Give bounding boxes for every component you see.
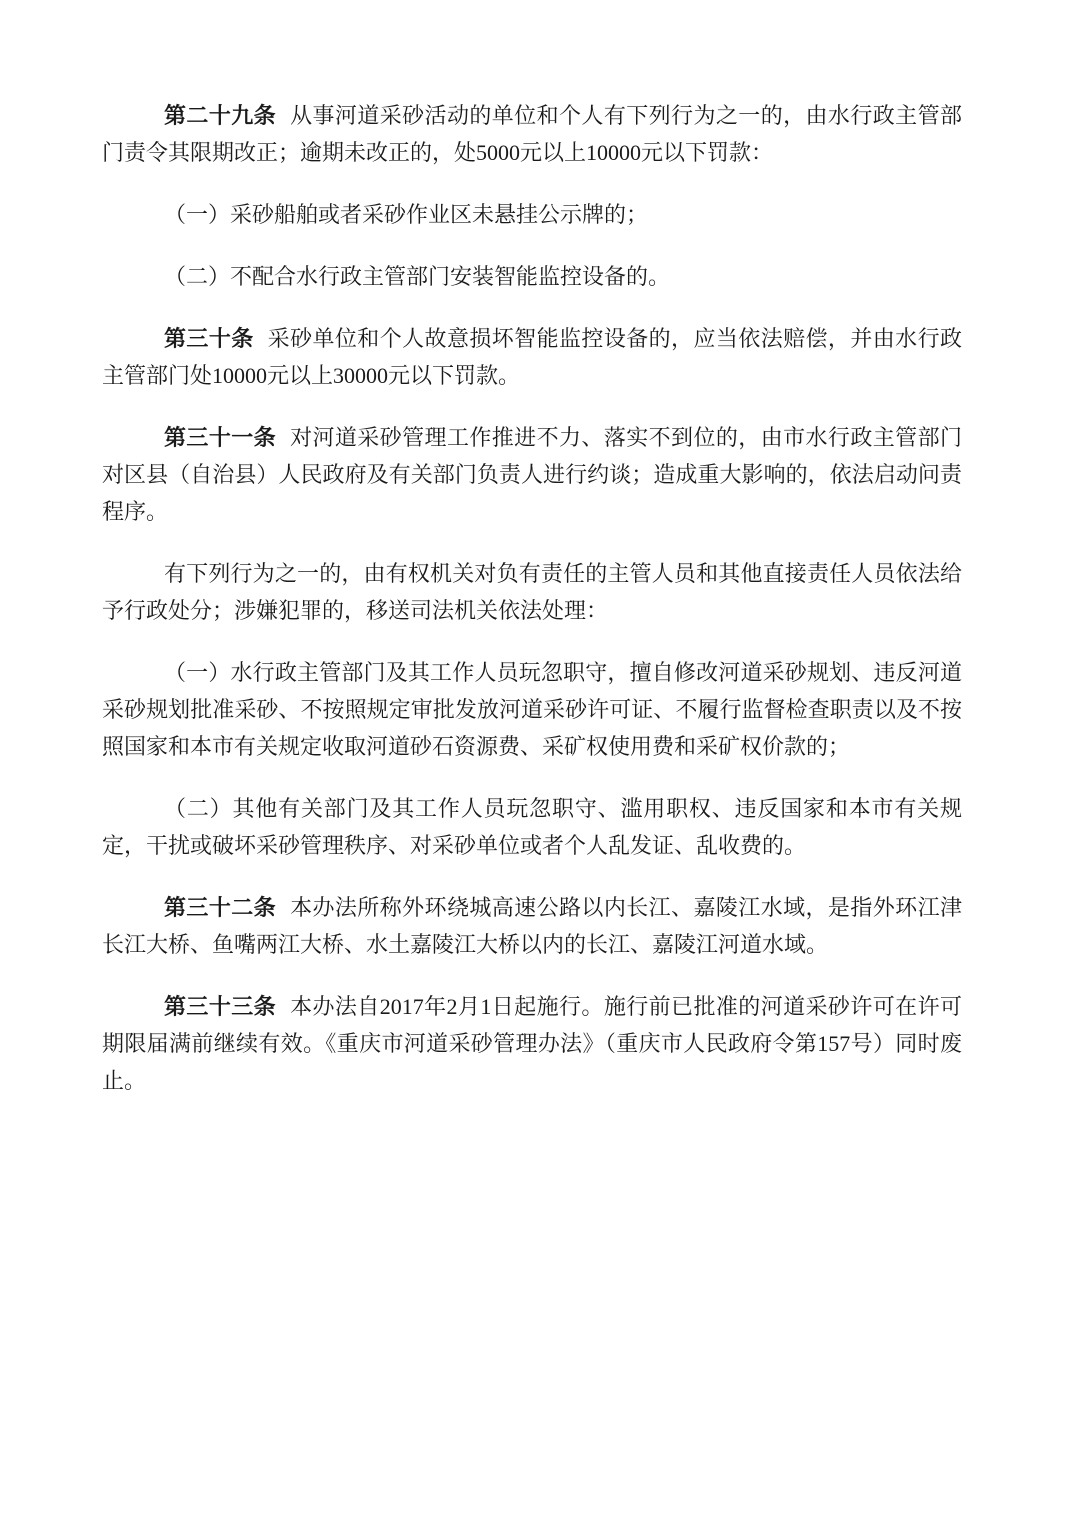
discipline-clause-text: 有下列行为之一的，由有权机关对负有责任的主管人员和其他直接责任人员依法给予行政处分；涉嫌犯罪的，移送司法机关依法处理： (102, 561, 962, 623)
paragraph-discipline-item-2 (102, 790, 962, 864)
article-31-text: 对河道采砂管理工作推进不力、落实不到位的，由市水行政主管部门对区县（自治县）人民政府及有关部门负责人进行约谈；造成重大影响的，依法启动问责程序。 (102, 425, 962, 524)
discipline-item-1-text: （一）水行政主管部门及其工作人员玩忽职守，擅自修改河道采砂规划、违反河道采砂规划批准采砂、不按照规定审批发放河道采砂许可证、不履行监督检查职责以及不按照国家和本市有关规定收取河道砂石资源费、采矿权使用费和采矿权价款的； (102, 660, 962, 759)
paragraph-article-29-item-1 (102, 196, 962, 233)
article-30-number: 第三十条 (164, 326, 254, 351)
discipline-item-2-text: （二）其他有关部门及其工作人员玩忽职守、滥用职权、违反国家和本市有关规定，干扰或破坏采砂管理秩序、对采砂单位或者个人乱发证、乱收费的。 (102, 796, 962, 858)
article-29-text: 从事河道采砂活动的单位和个人有下列行为之一的，由水行政主管部门责令其限期改正；逾期未改正的，处5000元以上10000元以下罚款： (102, 103, 962, 165)
paragraph-article-33 (102, 988, 962, 1099)
article-30-text: 采砂单位和个人故意损坏智能监控设备的，应当依法赔偿，并由水行政主管部门处10000元以上30000元以下罚款。 (102, 326, 962, 388)
paragraph-article-29-item-2 (102, 258, 962, 295)
paragraph-article-30 (102, 320, 962, 394)
article-32-number: 第三十二条 (164, 895, 277, 920)
article-29-number: 第二十九条 (164, 103, 277, 128)
article-32-text: 本办法所称外环绕城高速公路以内长江、嘉陵江水域，是指外环江津长江大桥、鱼嘴两江大桥、水土嘉陵江大桥以内的长江、嘉陵江河道水域。 (102, 895, 962, 957)
paragraph-article-31 (102, 419, 962, 530)
paragraph-article-29 (102, 97, 962, 171)
article-29-item-1-text: （一）采砂船舶或者采砂作业区未悬挂公示牌的； (164, 202, 649, 227)
paragraph-article-32 (102, 889, 962, 963)
article-33-text: 本办法自2017年2月1日起施行。施行前已批准的河道采砂许可在许可期限届满前继续有效。《重庆市河道采砂管理办法》（重庆市人民政府令第157号）同时废止。 (102, 994, 962, 1093)
article-29-item-2-text: （二）不配合水行政主管部门安装智能监控设备的。 (164, 264, 671, 289)
paragraph-discipline-item-1 (102, 654, 962, 765)
paragraph-discipline-clause (102, 555, 962, 629)
article-33-number: 第三十三条 (164, 994, 277, 1019)
article-31-number: 第三十一条 (164, 425, 277, 450)
